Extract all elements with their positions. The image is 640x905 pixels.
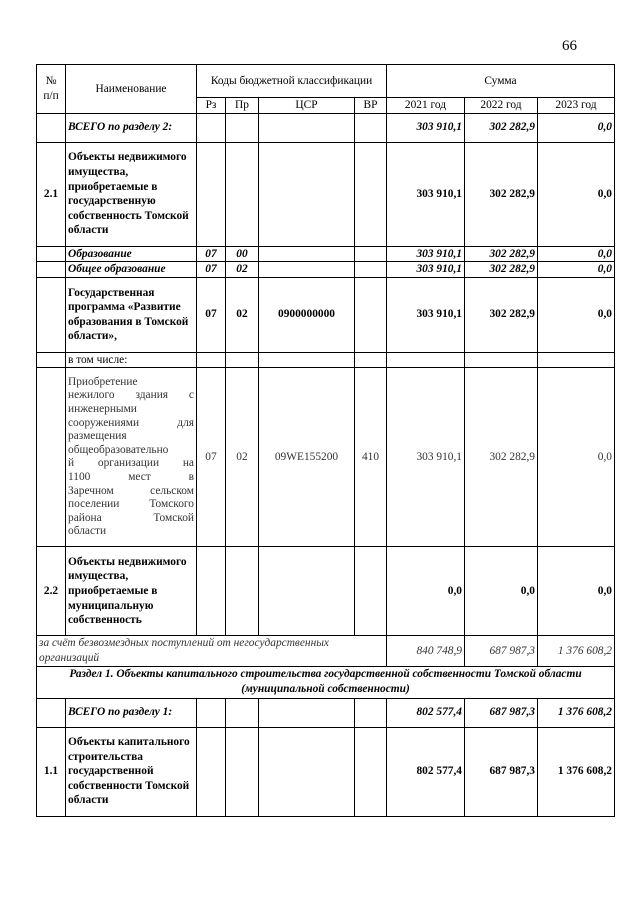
- cell-2022: 302 282,9: [465, 262, 538, 278]
- header-codes: Коды бюджетной классификации: [197, 65, 387, 98]
- cell-csr: 0900000000: [259, 277, 355, 352]
- cell-2023: 1 376 608,2: [538, 636, 615, 666]
- header-num: № п/п: [37, 65, 66, 114]
- cell-name: Образование: [66, 246, 197, 262]
- cell-rz: [197, 352, 226, 368]
- header-year-2022: 2022 год: [465, 98, 538, 114]
- cell-2023: [538, 352, 615, 368]
- cell-2021: 802 577,4: [387, 727, 465, 816]
- cell-name: ВСЕГО по разделу 1:: [66, 698, 197, 727]
- cell-pr: 02: [226, 262, 259, 278]
- cell-2021: 0,0: [387, 547, 465, 636]
- table-row-section-1-heading: [37, 666, 615, 698]
- cell-pr: 02: [226, 368, 259, 547]
- purchase-line: поселении Томского: [68, 498, 194, 511]
- purchase-line: размещения: [68, 430, 127, 443]
- budget-table: [36, 64, 615, 817]
- cell-name: Объекты недвижимого имущества, приобретаемые в муниципальную собственность: [66, 547, 197, 636]
- cell-2022: 302 282,9: [465, 142, 538, 246]
- table-row-nongov-funding: [37, 636, 615, 666]
- cell-pr: 00: [226, 246, 259, 262]
- header-pr: Пр: [226, 98, 259, 114]
- purchase-line: инженерными: [68, 403, 137, 415]
- cell-csr: [259, 142, 355, 246]
- cell-csr: [259, 246, 355, 262]
- cell-rz: 07: [197, 246, 226, 262]
- cell-num: 2.1: [37, 142, 66, 246]
- cell-rz: [197, 727, 226, 816]
- cell-2023: 0,0: [538, 262, 615, 278]
- cell-rz: [197, 698, 226, 727]
- cell-rz: [197, 113, 226, 142]
- purchase-line: района Томской: [68, 511, 194, 524]
- table-row-education: [37, 246, 615, 262]
- cell-2023: 0,0: [538, 368, 615, 547]
- cell-csr: [259, 262, 355, 278]
- cell-name: за счёт безвозмездных поступлений от негосударственных организаций: [37, 636, 387, 666]
- cell-2021: 303 910,1: [387, 277, 465, 352]
- table-row-general-education: [37, 262, 615, 278]
- header-row: [37, 65, 615, 98]
- cell-pr: [226, 113, 259, 142]
- table-row-state-program: [37, 277, 615, 352]
- cell-2021: 303 910,1: [387, 368, 465, 547]
- cell-vr: [355, 277, 387, 352]
- header-year-2021: 2021 год: [387, 98, 465, 114]
- cell-2021: 303 910,1: [387, 262, 465, 278]
- cell-rz: 07: [197, 368, 226, 547]
- table-row-total-section-2: [37, 113, 615, 142]
- cell-name: Государственная программа «Развитие образования в Томской области»,: [66, 277, 197, 352]
- cell-2023: 0,0: [538, 277, 615, 352]
- purchase-line: 1100 мест в: [68, 470, 194, 483]
- header-vr: ВР: [355, 98, 387, 114]
- cell-pr: [226, 698, 259, 727]
- header-sum: Сумма: [387, 65, 615, 98]
- cell-2021: [387, 352, 465, 368]
- cell-num: [37, 368, 66, 547]
- cell-2022: 302 282,9: [465, 368, 538, 547]
- cell-num: 1.1: [37, 727, 66, 816]
- cell-2023: 1 376 608,2: [538, 727, 615, 816]
- cell-2021: 303 910,1: [387, 113, 465, 142]
- table-row-1-1: [37, 727, 615, 816]
- purchase-line: нежилого здания с: [68, 389, 194, 402]
- header-csr: ЦСР: [259, 98, 355, 114]
- cell-2023: 0,0: [538, 547, 615, 636]
- table-row-2-2: [37, 547, 615, 636]
- cell-vr: [355, 698, 387, 727]
- cell-num: [37, 698, 66, 727]
- cell-name: [66, 368, 197, 547]
- table-row-2-1: [37, 142, 615, 246]
- cell-num: [37, 352, 66, 368]
- cell-num: [37, 113, 66, 142]
- purchase-line: Заречном сельском: [68, 484, 194, 497]
- cell-2022: 302 282,9: [465, 277, 538, 352]
- cell-name: Общее образование: [66, 262, 197, 278]
- cell-name: Объекты недвижимого имущества, приобретаемые в государственную собственность Томской области: [66, 142, 197, 246]
- cell-2022: 302 282,9: [465, 113, 538, 142]
- cell-name: Объекты капитального строительства государственной собственности Томской области: [66, 727, 197, 816]
- cell-pr: [226, 352, 259, 368]
- table-row-building-purchase: [37, 368, 615, 547]
- cell-2023: 0,0: [538, 142, 615, 246]
- cell-pr: [226, 142, 259, 246]
- table-row-total-section-1: [37, 698, 615, 727]
- purchase-line: Приобретение: [68, 375, 138, 388]
- cell-name: ВСЕГО по разделу 2:: [66, 113, 197, 142]
- page-number: 66: [562, 38, 577, 54]
- cell-name: в том числе:: [66, 352, 197, 368]
- cell-num: [37, 246, 66, 262]
- cell-csr: 09WE155200: [259, 368, 355, 547]
- header-rz: Рз: [197, 98, 226, 114]
- cell-csr: [259, 113, 355, 142]
- cell-2022: [465, 352, 538, 368]
- purchase-line: общеобразовательно: [68, 443, 169, 456]
- cell-rz: [197, 547, 226, 636]
- cell-2022: 302 282,9: [465, 246, 538, 262]
- cell-2022: 687 987,3: [465, 698, 538, 727]
- cell-2021: 303 910,1: [387, 142, 465, 246]
- cell-csr: [259, 547, 355, 636]
- cell-num: 2.2: [37, 547, 66, 636]
- cell-2021: 303 910,1: [387, 246, 465, 262]
- cell-vr: [355, 142, 387, 246]
- cell-rz: 07: [197, 277, 226, 352]
- cell-2023: 0,0: [538, 246, 615, 262]
- cell-csr: [259, 352, 355, 368]
- cell-num: [37, 277, 66, 352]
- cell-rz: [197, 142, 226, 246]
- cell-vr: [355, 547, 387, 636]
- purchase-line: й организации на: [68, 457, 194, 470]
- cell-vr: [355, 262, 387, 278]
- cell-num: [37, 262, 66, 278]
- cell-2022: 0,0: [465, 547, 538, 636]
- section-1-title: Раздел 1. Объекты капитального строительства государственной собственности Томской области (муниципальной собственности): [37, 666, 615, 698]
- cell-csr: [259, 727, 355, 816]
- cell-rz: 07: [197, 262, 226, 278]
- cell-vr: [355, 352, 387, 368]
- cell-2021: 840 748,9: [387, 636, 465, 666]
- cell-pr: [226, 547, 259, 636]
- cell-2023: 0,0: [538, 113, 615, 142]
- cell-2023: 1 376 608,2: [538, 698, 615, 727]
- cell-2022: 687 987,3: [465, 636, 538, 666]
- cell-pr: [226, 727, 259, 816]
- cell-2021: 802 577,4: [387, 698, 465, 727]
- cell-pr: 02: [226, 277, 259, 352]
- cell-vr: 410: [355, 368, 387, 547]
- purchase-line: сооружениями для: [68, 416, 194, 429]
- cell-2022: 687 987,3: [465, 727, 538, 816]
- cell-vr: [355, 113, 387, 142]
- header-name: Наименование: [66, 65, 197, 114]
- cell-vr: [355, 246, 387, 262]
- table-row-including: [37, 352, 615, 368]
- cell-csr: [259, 698, 355, 727]
- purchase-line: области: [68, 525, 107, 538]
- header-year-2023: 2023 год: [538, 98, 615, 114]
- cell-vr: [355, 727, 387, 816]
